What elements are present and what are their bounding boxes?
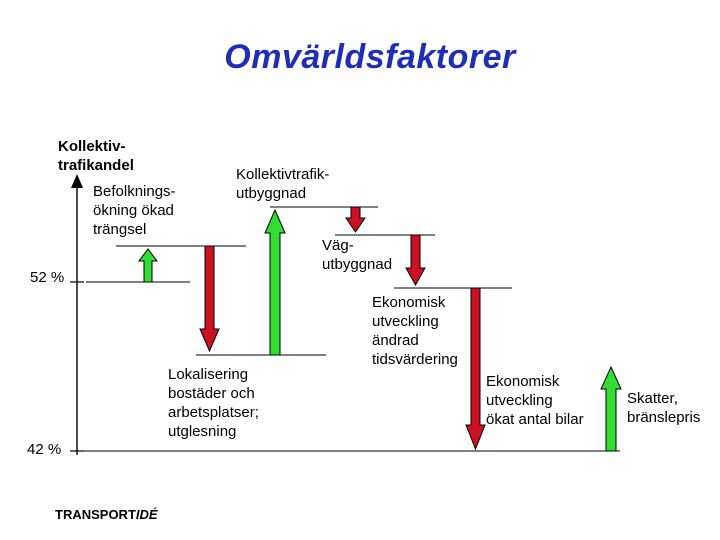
factor-label-economy-cars: Ekonomisk utveckling ökat antal bilar (486, 373, 584, 428)
factor-label-localisation: Lokalisering bostäder och arbetsplatser; utglesning (168, 366, 259, 440)
factor-label-economy-time-value: Ekonomisk utveckling ändrad tidsvärdering (372, 294, 458, 368)
level-lines (84, 207, 620, 451)
brand-suffix: IDÉ (135, 507, 158, 522)
factor-label-transit-expansion: Kollektivtrafik- utbyggnad (236, 166, 330, 202)
diagram-title: Omvärldsfaktorer (224, 38, 516, 76)
brand-name: TRANSPORT (55, 507, 136, 522)
arrow-down-economy-time (466, 288, 485, 449)
factor-label-taxes-fuel: Skatter, bränslepris (627, 390, 701, 426)
arrow-down-localisation (200, 246, 219, 351)
level-42-label: 42 % (27, 441, 62, 458)
y-axis (70, 174, 84, 455)
y-axis-label: Kollektiv- trafikandel (58, 138, 134, 174)
arrow-down-road-2 (406, 235, 425, 285)
arrow-up-transit (265, 210, 285, 355)
arrow-down-road (346, 207, 365, 232)
factor-label-population: Befolknings- ökning ökad trängsel (93, 183, 176, 238)
arrow-up-taxes (601, 367, 621, 451)
arrow-up-population (139, 249, 157, 282)
factor-label-road-expansion: Väg- utbyggnad (322, 237, 393, 273)
level-52-label: 52 % (30, 269, 65, 286)
